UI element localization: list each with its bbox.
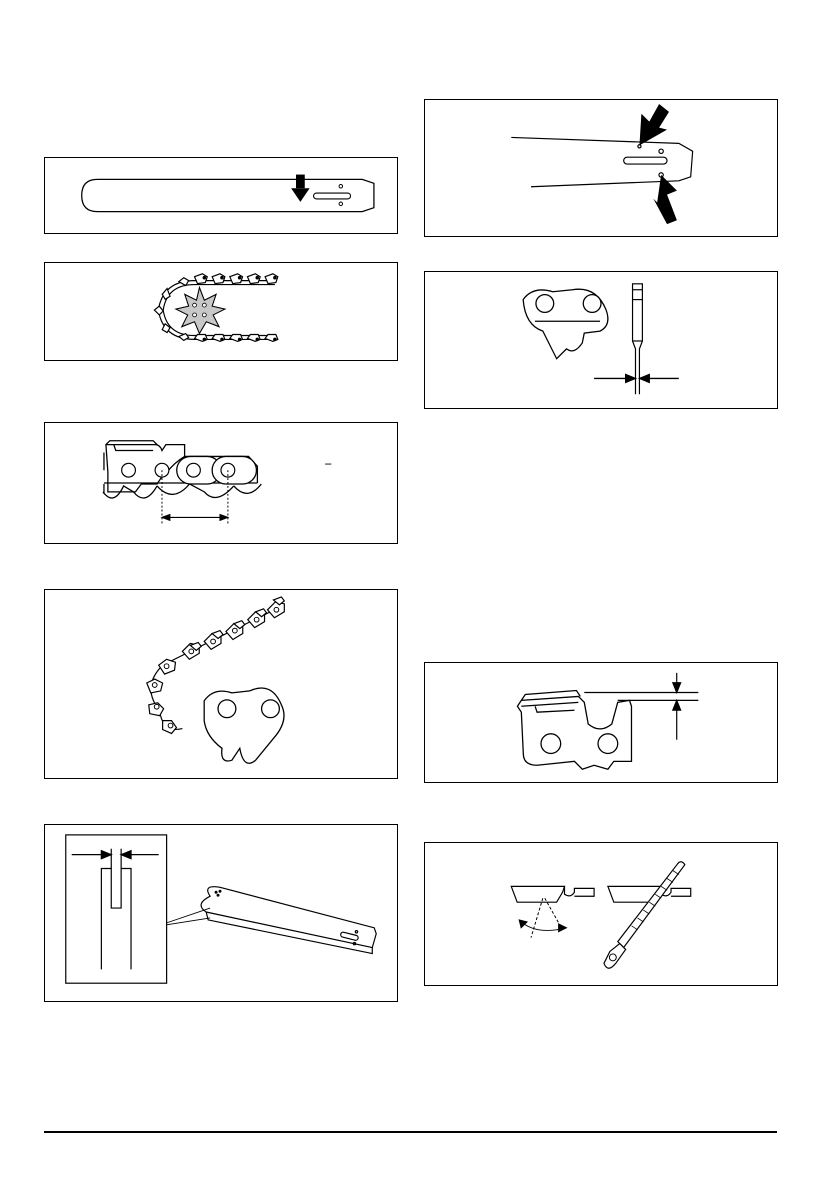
chain-sprocket-illustration — [45, 263, 397, 360]
arrow-down-icon — [639, 104, 669, 145]
filing-angle-illustration — [425, 843, 777, 985]
dimension-arrows-icon — [673, 673, 681, 740]
drive-sprocket-icon — [176, 287, 225, 333]
figure-chain-pitch — [44, 422, 398, 544]
guide-bar-icon — [201, 887, 376, 954]
figure-drive-link-gauge — [424, 271, 778, 409]
chain-drive-link-illustration — [45, 590, 397, 778]
chain-pitch-illustration — [45, 423, 397, 543]
footer-rule — [44, 1131, 777, 1133]
overline-symbol-icon — [325, 463, 332, 480]
round-file-icon — [604, 862, 685, 969]
arrow-down-icon — [291, 175, 310, 202]
cutter-link-icon — [517, 691, 698, 770]
figure-bar-lubrication-holes — [424, 99, 778, 237]
angle-arc-icon — [519, 898, 566, 937]
figure-guide-bar-oil-hole — [44, 157, 398, 234]
guide-bar-slot — [314, 193, 351, 199]
figure-cutter-filing-angle — [424, 842, 778, 986]
figure-chain-on-drive-sprocket — [44, 262, 398, 361]
arrow-up-icon — [653, 175, 677, 224]
dimension-arrows-icon — [594, 374, 679, 382]
depth-gauge-illustration — [425, 663, 777, 782]
bar-nose-illustration — [425, 100, 777, 236]
cutter-link-icon — [106, 445, 185, 492]
drive-link-icon — [204, 688, 284, 763]
groove-detail-frame — [66, 835, 167, 983]
guide-bar-illustration — [45, 158, 397, 233]
bar-groove-illustration — [45, 825, 397, 1001]
guide-bar-outline — [82, 179, 374, 211]
figure-depth-gauge-setting — [424, 662, 778, 783]
figure-chain-drive-link — [44, 589, 398, 779]
figure-bar-groove-width — [44, 824, 398, 1002]
dimension-arrows-icon — [162, 514, 228, 520]
drive-link-gauge-illustration — [425, 272, 777, 408]
overline-symbol: ‾ — [325, 463, 331, 481]
